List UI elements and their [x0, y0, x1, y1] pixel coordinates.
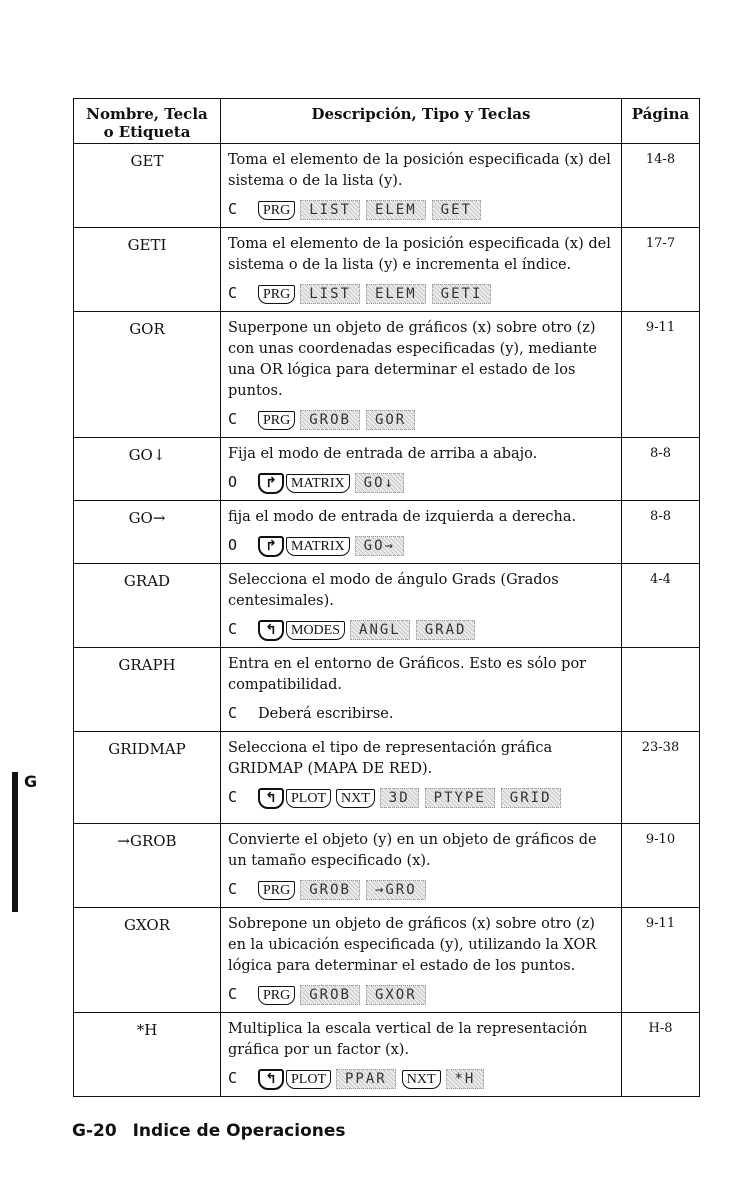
table-header-row	[74, 99, 700, 144]
page-reference: 8-8	[622, 501, 700, 564]
hardware-key: PRG	[258, 285, 295, 304]
operation-description: Entra en el entorno de Gráficos. Esto es sólo por compatibilidad.	[228, 656, 587, 693]
menu-softkey: GRAD	[416, 620, 476, 640]
shift-key-icon: ↱	[258, 536, 284, 557]
menu-softkey: GROB	[300, 410, 360, 430]
hardware-key: MODES	[286, 621, 345, 640]
hardware-key: PLOT	[286, 1070, 331, 1089]
footer-title: Indice de Operaciones	[132, 1121, 346, 1141]
table-row	[74, 732, 700, 824]
footer-page-number: G-20	[72, 1121, 117, 1141]
header-page-column: Página	[622, 99, 700, 144]
hardware-key: MATRIX	[286, 537, 350, 556]
operations-table	[73, 98, 700, 1097]
menu-softkey: ELEM	[366, 200, 426, 220]
hardware-key: PLOT	[286, 789, 331, 808]
shift-key-icon: ↱	[258, 473, 284, 494]
hardware-key: NXT	[336, 789, 375, 808]
table-row	[74, 648, 700, 732]
operation-description-cell	[221, 312, 622, 438]
shift-key-icon: ↰	[258, 1069, 284, 1090]
operation-description-cell	[221, 732, 622, 824]
page-reference: 9-11	[622, 312, 700, 438]
operation-description: Fija el modo de entrada de arriba a abajo.	[228, 446, 538, 462]
operation-type: C	[228, 985, 238, 1003]
operation-type: C	[228, 880, 238, 898]
operation-description-cell	[221, 648, 622, 732]
operation-description: Sobrepone un objeto de gráficos (x) sobre otro (z) en la ubicación especificada (y), utilizando la XOR lógica para determinar el estado de los puntos.	[228, 916, 597, 974]
menu-softkey: →GRO	[366, 880, 426, 900]
menu-softkey: GRID	[501, 788, 561, 808]
menu-softkey: 3D	[380, 788, 419, 808]
table-row	[74, 501, 700, 564]
section-tab-bar	[12, 772, 18, 912]
shift-key-icon: ↰	[258, 788, 284, 809]
key-sequence	[228, 981, 613, 1008]
header-name-line1: Nombre, Tecla	[86, 105, 208, 123]
menu-softkey: LIST	[300, 284, 360, 304]
page-reference: H-8	[622, 1013, 700, 1097]
operations-table-container	[73, 98, 699, 1097]
table-row	[74, 824, 700, 908]
table-row	[74, 144, 700, 228]
hardware-key: NXT	[402, 1070, 441, 1089]
table-row	[74, 438, 700, 501]
key-sequence	[228, 616, 613, 643]
operation-description: Selecciona el modo de ángulo Grads (Grados centesimales).	[228, 572, 559, 609]
operation-type: C	[228, 704, 238, 722]
operation-name: GETI	[74, 228, 221, 312]
key-sequence	[228, 876, 613, 903]
menu-softkey: LIST	[300, 200, 360, 220]
operation-description-cell	[221, 564, 622, 648]
menu-softkey: GROB	[300, 985, 360, 1005]
menu-softkey: PPAR	[336, 1069, 396, 1089]
entry-note: Deberá escribirse.	[258, 706, 394, 722]
operation-type: C	[228, 788, 238, 806]
key-sequence	[228, 406, 613, 433]
operation-type: C	[228, 620, 238, 638]
hardware-key: MATRIX	[286, 474, 350, 493]
table-row	[74, 564, 700, 648]
header-description-column: Descripción, Tipo y Teclas	[221, 99, 622, 144]
operation-description-cell	[221, 501, 622, 564]
menu-softkey: ANGL	[350, 620, 410, 640]
header-name-line2: o Etiqueta	[103, 123, 191, 141]
operation-description-cell	[221, 1013, 622, 1097]
operation-description: Convierte el objeto (y) en un objeto de gráficos de un tamaño especificado (x).	[228, 832, 597, 869]
hardware-key: PRG	[258, 201, 295, 220]
page-reference: 9-11	[622, 908, 700, 1013]
menu-softkey: PTYPE	[425, 788, 495, 808]
menu-softkey: GXOR	[366, 985, 426, 1005]
table-body	[74, 144, 700, 1097]
operation-type: C	[228, 200, 238, 218]
shift-key-icon: ↰	[258, 620, 284, 641]
menu-softkey: *H	[446, 1069, 485, 1089]
operation-name: *H	[74, 1013, 221, 1097]
operation-description-cell	[221, 144, 622, 228]
operation-name: →GROB	[74, 824, 221, 908]
menu-softkey: GETI	[432, 284, 492, 304]
menu-softkey: ELEM	[366, 284, 426, 304]
menu-softkey: GO→	[355, 536, 404, 556]
operation-type: C	[228, 1069, 238, 1087]
table-row	[74, 312, 700, 438]
operation-name: GOR	[74, 312, 221, 438]
table-row	[74, 1013, 700, 1097]
table-row	[74, 228, 700, 312]
page-footer	[72, 1121, 346, 1141]
menu-softkey: GO↓	[355, 473, 404, 493]
menu-softkey: GOR	[366, 410, 415, 430]
page-reference: 14-8	[622, 144, 700, 228]
header-name-column	[74, 99, 221, 144]
key-sequence	[228, 784, 613, 811]
hardware-key: PRG	[258, 411, 295, 430]
operation-description-cell	[221, 824, 622, 908]
operation-description: Toma el elemento de la posición especificada (x) del sistema o de la lista (y).	[228, 152, 611, 189]
operation-name: GRAPH	[74, 648, 221, 732]
operation-type: O	[228, 473, 238, 491]
menu-softkey: GROB	[300, 880, 360, 900]
page-reference: 23-38	[622, 732, 700, 824]
menu-softkey: GET	[432, 200, 481, 220]
operation-name: GO→	[74, 501, 221, 564]
operation-description-cell	[221, 228, 622, 312]
page-reference: 4-4	[622, 564, 700, 648]
hardware-key: PRG	[258, 881, 295, 900]
key-sequence	[228, 1065, 613, 1092]
page-reference	[622, 648, 700, 732]
operation-type: C	[228, 410, 238, 428]
table-row	[74, 908, 700, 1013]
page-reference: 8-8	[622, 438, 700, 501]
key-sequence	[228, 280, 613, 307]
key-sequence	[228, 532, 613, 559]
operation-name: GRAD	[74, 564, 221, 648]
hardware-key: PRG	[258, 986, 295, 1005]
operation-type: O	[228, 536, 238, 554]
operation-description-cell	[221, 908, 622, 1013]
page-reference: 9-10	[622, 824, 700, 908]
operation-description: Selecciona el tipo de representación gráfica GRIDMAP (MAPA DE RED).	[228, 740, 553, 777]
key-sequence	[228, 196, 613, 223]
operation-name: GXOR	[74, 908, 221, 1013]
operation-description: Superpone un objeto de gráficos (x) sobre otro (z) con unas coordenadas especificadas (y), mediante una OR lógica para determinar el estado de los puntos.	[228, 320, 597, 399]
operation-type: C	[228, 284, 238, 302]
operation-description-cell	[221, 438, 622, 501]
operation-name: GO↓	[74, 438, 221, 501]
operation-description: Toma el elemento de la posición especificada (x) del sistema o de la lista (y) e incrementa el índice.	[228, 236, 611, 273]
key-sequence	[228, 469, 613, 496]
section-tab-letter: G	[24, 772, 38, 791]
operation-description: fija el modo de entrada de izquierda a derecha.	[228, 509, 577, 525]
page-reference: 17-7	[622, 228, 700, 312]
key-sequence	[228, 700, 613, 727]
operation-name: GRIDMAP	[74, 732, 221, 824]
operation-name: GET	[74, 144, 221, 228]
operation-description: Multiplica la escala vertical de la representación gráfica por un factor (x).	[228, 1021, 588, 1058]
